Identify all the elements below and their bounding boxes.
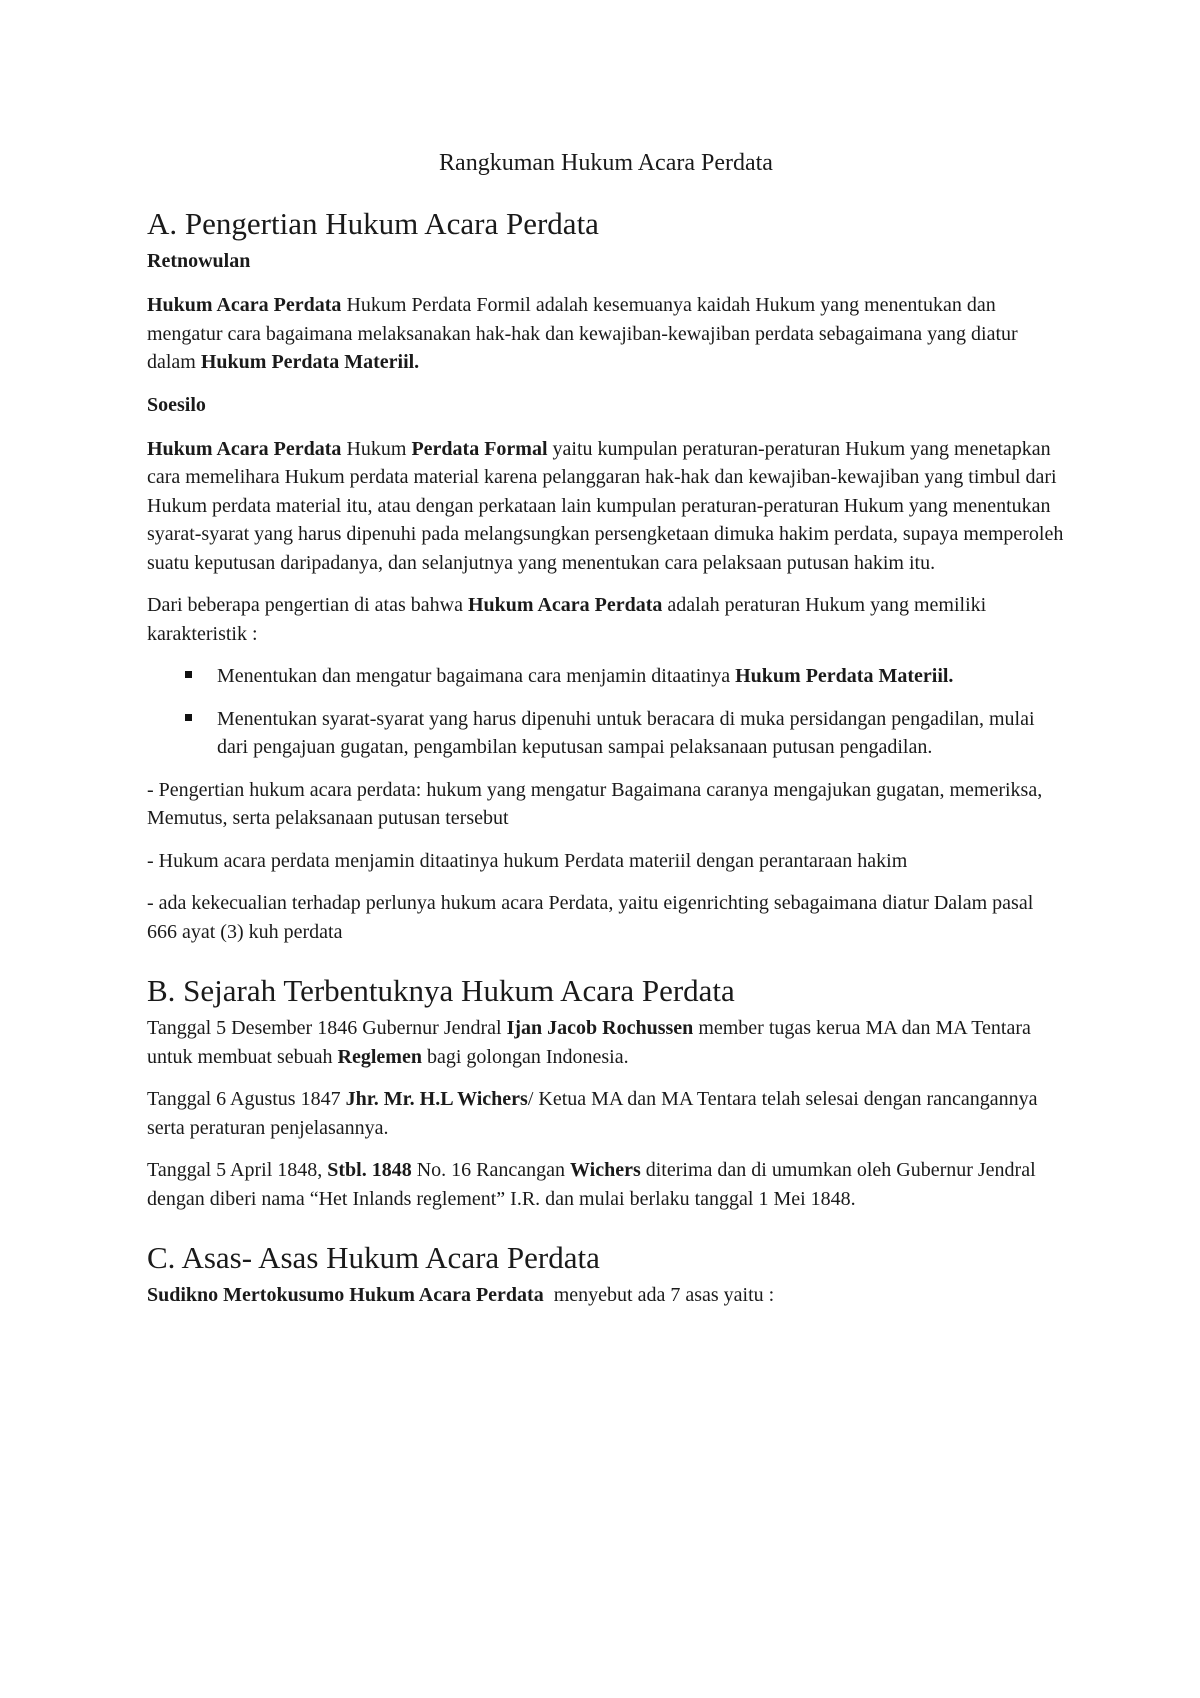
bold-term: Wichers bbox=[570, 1159, 641, 1181]
text-span: Tanggal 5 April 1848, bbox=[147, 1159, 328, 1181]
definition-soesilo bbox=[147, 435, 1065, 578]
text-span: No. 16 Rancangan bbox=[411, 1159, 571, 1181]
bold-term: Perdata Formal bbox=[411, 437, 548, 460]
definition-retnowulan bbox=[147, 291, 1065, 377]
section-a-heading: A. Pengertian Hukum Acara Perdata bbox=[147, 206, 599, 241]
note-paragraph: - Pengertian hukum acara perdata: hukum yang mengatur Bagaimana caranya mengajukan gugatan, memeriksa, Memutus, serta pelaksanaan putusan tersebut bbox=[147, 778, 1043, 829]
history-paragraph bbox=[147, 1014, 1065, 1071]
bold-term: Hukum Acara Perdata bbox=[147, 437, 342, 460]
text-span: adalah peraturan Hukum yang memiliki karakteristik : bbox=[147, 594, 987, 645]
text-span: bagi golongan Indonesia. bbox=[421, 1045, 629, 1068]
text-span: menyebut ada 7 asas yaitu : bbox=[543, 1284, 775, 1306]
text-span: Hukum Perdata Formil adalah kesemuanya kaidah Hukum yang menentukan dan mengatur cara bagaimana melaksanakan hak-hak dan kewajiban-kewajiban perdata sebagaimana yang diatur dalam bbox=[147, 294, 1018, 373]
history-paragraph bbox=[147, 1085, 1065, 1142]
text-span: / Ketua MA dan MA Tentara telah selesai dengan rancangannya serta peraturan penjelasannya. bbox=[147, 1088, 1038, 1139]
bold-term: Reglemen bbox=[337, 1045, 422, 1068]
section-c-heading: C. Asas- Asas Hukum Acara Perdata bbox=[147, 1240, 600, 1275]
bold-term: Hukum Perdata Materiil. bbox=[735, 665, 954, 687]
list-item bbox=[217, 705, 1065, 762]
bold-term: Ijan Jacob Rochussen bbox=[506, 1017, 694, 1039]
text-span: Tanggal 5 Desember 1846 Gubernur Jendral bbox=[147, 1017, 507, 1039]
square-bullet-icon bbox=[185, 714, 192, 721]
note-paragraph: - Hukum acara perdata menjamin ditaatinya hukum Perdata materiil dengan perantaraan hakim bbox=[147, 849, 908, 872]
history-paragraph bbox=[147, 1156, 1065, 1213]
principles-intro bbox=[147, 1281, 1065, 1310]
text-span: yaitu kumpulan peraturan-peraturan Hukum yang menetapkan cara memelihara Hukum perdata material karena pelanggaran hak-hak dan kewajiban-kewajiban yang timbul dari Hukum perdata material itu, atau dengan perkataan lain kumpulan peraturan-peraturan Hukum yang menentukan syarat-syarat yang harus dipenuhi pada melangsungkan persengketaan dimuka hakim perdata, supaya memperoleh suatu keputusan daripadanya, dan selanjutnya yang menentukan cara pelaksaan putusan hakim itu. bbox=[147, 437, 1064, 574]
document-title: Rangkuman Hukum Acara Perdata bbox=[439, 150, 773, 176]
text-span: Hukum bbox=[341, 437, 412, 460]
text-span: diterima dan di umumkan oleh Gubernur Jendral dengan diberi nama “Het Inlands reglement” I.R. dan mulai berlaku tanggal 1 Mei 1848. bbox=[147, 1159, 1036, 1210]
bold-term: Jhr. Mr. H.L Wichers bbox=[345, 1088, 528, 1110]
text-span: Dari beberapa pengertian di atas bahwa bbox=[147, 594, 468, 616]
text-span: member tugas kerua MA dan MA Tentara untuk membuat sebuah bbox=[147, 1017, 1031, 1068]
text-span: Tanggal 6 Agustus 1847 bbox=[147, 1088, 346, 1110]
text-span: Menentukan syarat-syarat yang harus dipenuhi untuk beracara di muka persidangan pengadilan, mulai dari pengajuan gugatan, pengambilan keputusan sampai pelaksanaan putusan pengadilan. bbox=[217, 707, 1035, 758]
characteristics-intro bbox=[147, 591, 1065, 648]
bold-term: Hukum Acara Perdata bbox=[467, 594, 663, 616]
bold-term: Hukum Perdata Materiil. bbox=[200, 351, 420, 373]
square-bullet-icon bbox=[185, 671, 192, 678]
author-retnowulan: Retnowulan bbox=[147, 250, 251, 272]
note-paragraph: - ada kekecualian terhadap perlunya hukum acara Perdata, yaitu eigenrichting sebagaimana diatur Dalam pasal 666 ayat (3) kuh perdata bbox=[147, 892, 1034, 943]
text-span: Menentukan dan mengatur bagaimana cara menjamin ditaatinya bbox=[217, 665, 736, 687]
section-b-heading: B. Sejarah Terbentuknya Hukum Acara Perdata bbox=[147, 973, 735, 1008]
characteristics-list bbox=[147, 662, 1065, 762]
bold-term: Sudikno Mertokusumo Hukum Acara Perdata bbox=[147, 1284, 544, 1306]
author-soesilo: Soesilo bbox=[147, 393, 206, 416]
bold-term: Stbl. 1848 bbox=[327, 1159, 412, 1181]
bold-term: Hukum Acara Perdata bbox=[147, 294, 342, 316]
list-item bbox=[217, 662, 1065, 691]
